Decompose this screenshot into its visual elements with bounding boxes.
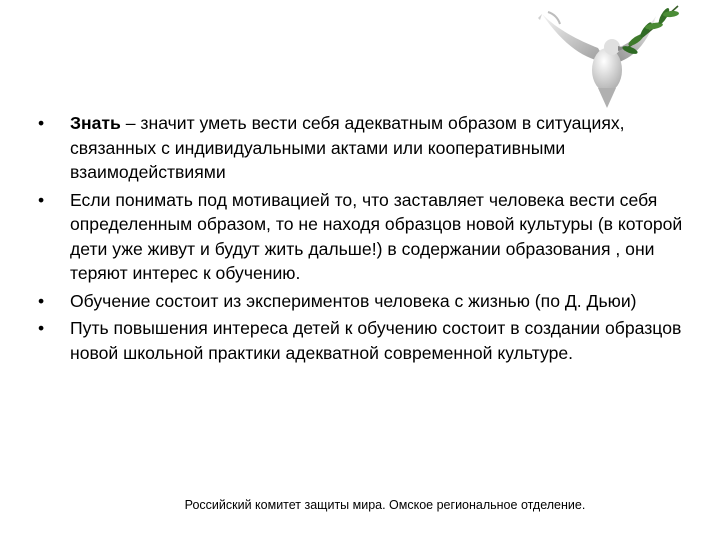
bullet-marker: • <box>38 113 45 133</box>
bullet-item <box>38 316 700 365</box>
dove-with-olive-branch-icon <box>528 0 688 112</box>
bullet-list <box>38 111 700 368</box>
bullet-text: Обучение состоит из экспериментов человека с жизнью (по Д. Дьюи) <box>70 290 637 311</box>
bullet-bold-term: Знать <box>70 113 121 133</box>
footer-caption: Российский комитет защиты мира. Омское региональное отделение. <box>184 498 586 512</box>
bullet-item <box>38 111 700 185</box>
bullet-text: – значит уметь вести себя адекватным образом в ситуациях, связанных с индивидуальными актами или кооперативными взаимодействиями <box>70 113 625 182</box>
bullet-text: Если понимать под мотивацией то, что заставляет человека вести себя определенным образом, то не находя образцов новой культуры (в которой дети уже живут и будут жить дальше!) в содержании образования , они теряют интерес к обучению. <box>70 189 683 283</box>
bullet-text: Путь повышения интереса детей к обучению состоит в создании образцов новой школьной практики адекватной современной культуре. <box>70 318 682 363</box>
bullet-marker: • <box>38 290 45 311</box>
bullet-item <box>38 188 700 286</box>
bullet-marker: • <box>38 318 45 338</box>
bullet-item <box>38 289 700 314</box>
bullet-marker: • <box>38 189 45 210</box>
